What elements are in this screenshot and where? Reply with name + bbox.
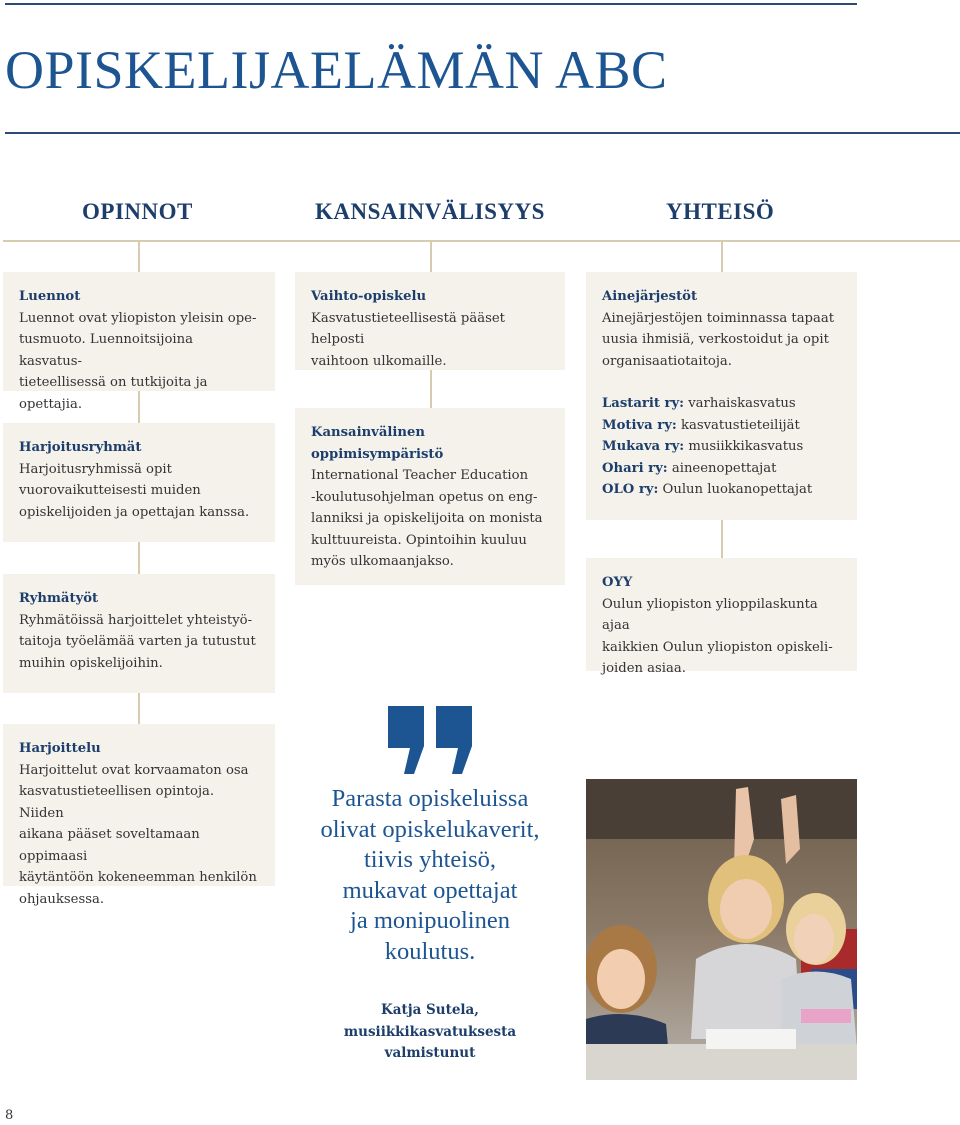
box-vaihto-opiskelu (295, 272, 565, 370)
author-line: musiikkikasvatuksesta (343, 1023, 517, 1040)
association-name: OLO ry: (602, 482, 659, 497)
box-title: Vaihto-opiskelu (311, 289, 427, 304)
connector (721, 520, 723, 558)
box-ryhmatyot (3, 574, 275, 693)
box-luennot (3, 272, 275, 412)
box-text-line: joiden asiaa. (602, 661, 686, 676)
quote-line: olivat opiskelukaverit, (320, 815, 540, 843)
box-text-line: Harjoittelut ovat korvaamaton osa (19, 762, 249, 778)
quotation-mark-icon (386, 706, 476, 776)
classroom-photo (586, 779, 857, 1080)
box-text-line: Ryhmätöissä harjoittelet yhteistyö- (19, 612, 253, 628)
quote-author (320, 1000, 540, 1065)
box-text-line: opiskelijoiden ja opettajan kanssa. (19, 504, 250, 520)
box-text-line: Harjoitusryhmissä opit (19, 461, 172, 477)
connector (138, 242, 140, 272)
box-harjoittelu (3, 724, 275, 907)
connector (430, 242, 432, 272)
association-name: Lastarit ry: (602, 396, 684, 411)
box-title: Harjoittelu (19, 741, 101, 756)
column-heading-yhteiso: YHTEISÖ (666, 199, 775, 224)
association-desc: varhaiskasvatus (688, 396, 796, 411)
box-title: Kansainvälinen (311, 425, 425, 440)
quote-line: koulutus. (384, 937, 476, 965)
box-text-line: International Teacher Education (311, 468, 529, 483)
page-title: OPISKELIJAELÄMÄN ABC (5, 40, 668, 100)
box-text-line: organisaatiotaitoja. (602, 353, 732, 369)
box-title: oppimisympäristö (311, 446, 444, 462)
box-text-line: -koulutusohjelman opetus on eng- (311, 489, 538, 505)
box-text-line: taitoja työelämää varten ja tutustut (19, 634, 256, 649)
timeline-line (3, 240, 960, 242)
box-harjoitusryhmat (3, 423, 275, 542)
box-text-line: Ainejärjestöjen toiminnassa tapaat (602, 310, 835, 326)
box-text-line: uusia ihmisiä, verkostoidut ja opit (602, 332, 829, 347)
column-heading-kansainvalisyys: KANSAINVÄLISYYS (315, 199, 545, 224)
association-name: Mukava ry: (602, 439, 685, 454)
association-item (602, 479, 841, 501)
quote-line: tiivis yhteisö, (363, 846, 497, 873)
box-title: Ryhmätyöt (19, 591, 99, 606)
box-text-line: käytäntöön kokeneemman henkilön (19, 870, 257, 885)
box-text-line: tusmuoto. Luennoitsijoina kasvatus- (19, 332, 193, 369)
box-text-line: ohjauksessa. (19, 891, 105, 907)
quote-line: Parasta opiskeluissa (331, 785, 529, 812)
association-name: Motiva ry: (602, 417, 677, 433)
column-heading-opinnot: OPINNOT (82, 199, 193, 224)
association-desc: aineenopettajat (671, 460, 777, 476)
association-item (602, 415, 841, 437)
association-item (602, 393, 841, 415)
top-rule (5, 3, 857, 5)
connector (138, 542, 140, 574)
author-line: Katja Sutela, (380, 1002, 479, 1018)
association-desc: Oulun luokanopettajat (662, 482, 813, 497)
pull-quote (300, 784, 560, 967)
box-title: Harjoitusryhmät (19, 440, 142, 455)
box-text-line: kaikkien Oulun yliopiston opiskeli- (602, 639, 833, 655)
connector (138, 693, 140, 724)
box-text-line: vuorovaikutteisesti muiden (19, 483, 201, 498)
box-text-line: Luennot ovat yliopiston yleisin ope- (19, 310, 257, 326)
quote-line: mukavat opettajat (342, 876, 518, 904)
box-text-line: vaihtoon ulkomaille. (311, 353, 447, 369)
box-text-line: myös ulkomaanjakso. (311, 554, 454, 569)
page-number: 8 (5, 1108, 14, 1123)
association-item (602, 436, 841, 458)
box-text-line: muihin opiskelijoihin. (19, 655, 163, 671)
box-text-line: tieteellisessä on tutkijoita ja opettajia. (19, 375, 208, 412)
box-text-line: aikana pääset soveltamaan oppimaasi (19, 827, 200, 864)
connector (721, 242, 723, 272)
quote-line: ja monipuolinen (350, 907, 510, 934)
box-oyy (586, 558, 857, 676)
box-text-line: Kasvatustieteellisestä pääset helposti (311, 310, 505, 347)
connector (430, 370, 432, 408)
association-name: Ohari ry: (602, 460, 668, 476)
association-item (602, 458, 841, 480)
box-ainejarjestot (586, 272, 857, 520)
box-text-line: kasvatustieteellisen opintoja. Niiden (19, 784, 215, 821)
box-text-line: kulttuureista. Opintoihin kuuluu (311, 532, 527, 548)
box-title: Luennot (19, 289, 81, 304)
title-rule (5, 132, 960, 134)
box-text-line: lanniksi ja opiskelijoita on monista (311, 511, 543, 526)
box-text-line: Oulun yliopiston ylioppilaskunta ajaa (602, 596, 818, 633)
box-title: OYY (602, 575, 633, 590)
association-desc: kasvatustieteilijät (680, 417, 800, 433)
author-line: valmistunut (384, 1045, 476, 1061)
association-desc: musiikkikasvatus (688, 439, 804, 454)
box-kansainvalinen-oppimisymparisto (295, 408, 565, 585)
box-title: Ainejärjestöt (602, 289, 698, 304)
